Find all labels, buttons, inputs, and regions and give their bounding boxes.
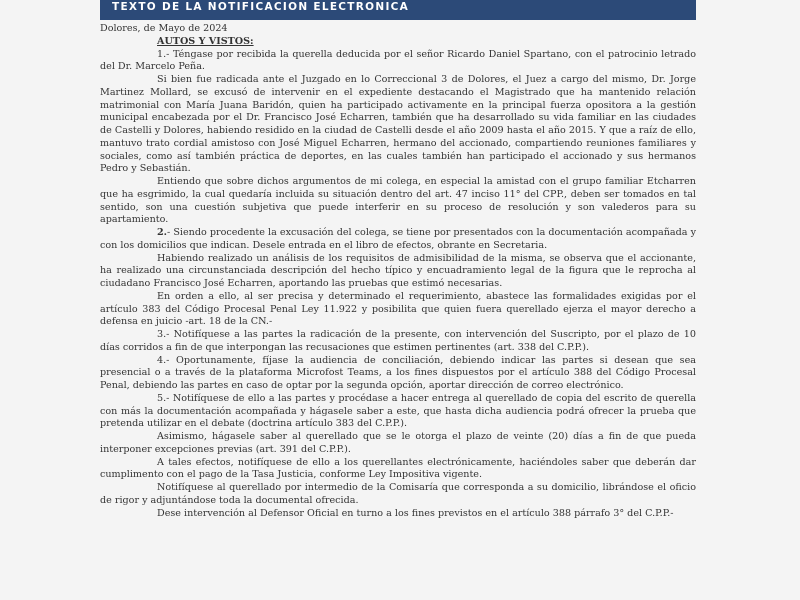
notification-document bbox=[100, 23, 696, 520]
paragraph-4 bbox=[100, 227, 696, 253]
notification-header bbox=[100, 0, 696, 20]
paragraph-13: Dese intervención al Defensor Oficial en turno a los fines previstos en el artículo 388 párrafo 3° del C.P.P.- bbox=[157, 507, 674, 519]
paragraph-5: Habiendo realizado un análisis de los requisitos de admisibilidad de la misma, se observa que el accionante, ha realizado una circunstanciada descripción del hecho típico y encuadramiento legal de la figura que le reprocha al ciudadano Francisco José Echarren, aportando las pruebas que estimó necesarias. bbox=[100, 252, 696, 289]
document-heading: AUTOS Y VISTOS: bbox=[157, 35, 254, 47]
paragraph-9: 5.- Notifíquese de ello a las partes y procédase a hacer entrega al querellado de copia del escrito de querella con más la documentación acompañada y hágasele saber a este, que hasta dicha audiencia podrá ofrecer la prueba que pretenda utilizar en el debate (doctrina artículo 383 del C.P.P.). bbox=[100, 392, 696, 430]
paragraph-2: Si bien fue radicada ante el Juzgado en lo Correccional 3 de Dolores, el Juez a cargo del mismo, Dr. Jorge Martinez Mollard, se excusó de intervenir en el expediente destacando el Magistrado que ha mantenido relación matrimonial con María Juana Baridón, quien ha participado activamente en la principal fuerza opositora a la gestión municipal encabezada por el Dr. Francisco José Echarren, también que ha desarrollado su vida familiar en las ciudades de Castelli y Dolores, habiendo residido en la ciudad de Castelli desde el año 2009 hasta el año 2015. Y que a raíz de ello, mantuvo trato cordial amistoso con José Miguel Echarren, hermano del accionado, compartiendo reuniones familiares y sociales, como así también práctica de deportes, en las cuales también han participado el accionado y sus hermanos Pedro y Sebastián. bbox=[100, 74, 696, 175]
paragraph-11: A tales efectos, notifíquese de ello a los querellantes electrónicamente, haciéndoles saber que deberán dar cumplimento con el pago de la Tasa Justicia, conforme Ley Impositiva vigente. bbox=[100, 456, 696, 481]
header-title: TEXTO DE LA NOTIFICACION ELECTRONICA bbox=[112, 1, 410, 13]
paragraph-12: Notifíquese al querellado por intermedio de la Comisaría que corresponda a su domicilio, librándose el oficio de rigor y adjuntándose toda la documental ofrecida. bbox=[100, 482, 696, 506]
paragraph-4-text: - Siendo procedente la excusación del colega, se tiene por presentados con la documentación acompañada y con los domicilios que indican. Desele entrada en el libro de efectos, obrante en Secretaria. bbox=[100, 227, 696, 251]
paragraph-4-number: 2. bbox=[157, 227, 168, 238]
paragraph-3: Entiendo que sobre dichos argumentos de mi colega, en especial la amistad con el grupo familiar Etcharren que ha esgrimido, la cual quedaría incluida su situación dentro del art. 47 inciso 11° del CPP., deben ser tomados en tal sentido, son una cuestión subjetiva que puede interferir en su proceso de resolución y son valederos para su apartamiento. bbox=[100, 176, 696, 226]
paragraph-6: En orden a ello, al ser precisa y determinado el requerimiento, abastece las formalidades exigidas por el artículo 383 del Código Procesal Penal Ley 11.922 y posibilita que quien fuera querellado ejerza el mayor derecho a defensa en juicio -art. 18 de la CN.- bbox=[100, 290, 696, 328]
paragraph-1: 1.- Téngase por recibida la querella deducida por el señor Ricardo Daniel Spartano, con el patrocinio letrado del Dr. Marcelo Peña. bbox=[100, 48, 696, 73]
paragraph-8: 4.- Oportunamente, fíjase la audiencia de conciliación, debiendo indicar las partes si desean que sea presencial o a través de la plataforma Microfost Teams, a los fines dispuestos por el artículo 388 del Código Procesal Penal, debiendo las partes en caso de optar por la segunda opción, aportar dirección de correo electrónico. bbox=[100, 354, 696, 391]
paragraph-7: 3.- Notifíquese a las partes la radicación de la presente, con intervención del Suscripto, por el plazo de 10 días corridos a fin de que interpongan las recusaciones que estimen pertinentes (art. 338 del C.P.P.). bbox=[100, 329, 696, 353]
paragraph-10: Asimismo, hágasele saber al querellado que se le otorga el plazo de veinte (20) días a fin de que pueda interponer excepciones previas (art. 391 del C.P.P.). bbox=[100, 431, 696, 455]
document-date: Dolores, de Mayo de 2024 bbox=[100, 23, 228, 34]
